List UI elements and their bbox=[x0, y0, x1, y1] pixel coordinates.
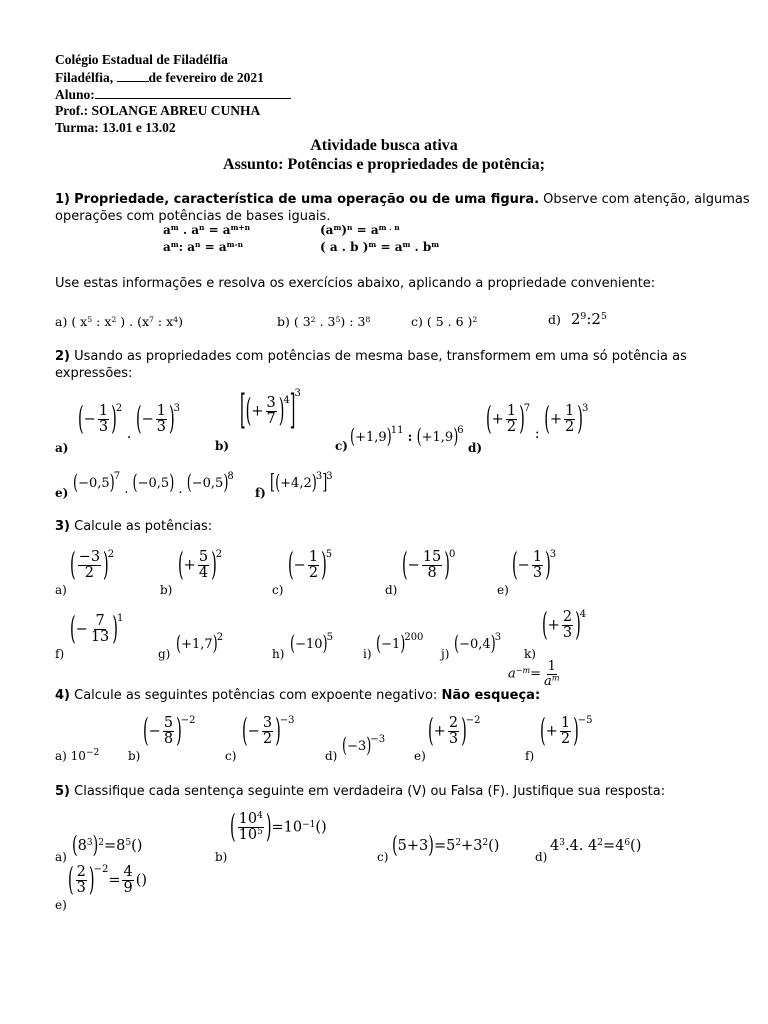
q5-label-c: c) bbox=[377, 850, 389, 864]
q3-label-e: e) bbox=[497, 583, 509, 597]
q3-label-h: h) bbox=[272, 647, 285, 661]
q3-label-j: j) bbox=[441, 647, 450, 661]
q3-expr-c: (− $\frac{1}{2}$ )$^5$ bbox=[288, 548, 333, 584]
q2-label-c: c) bbox=[335, 439, 348, 453]
student-label: Aluno: bbox=[55, 87, 95, 102]
q2-expr-f: $[(+4,2)^3]^3$ bbox=[270, 471, 333, 496]
q4-item-a: a) $10^{-2}$ bbox=[55, 748, 100, 763]
q3-label-b: b) bbox=[160, 583, 173, 597]
q3-expr-j: $(-0,4)^3$ bbox=[454, 632, 502, 657]
q3-expr-b: (+ $\frac{5}{4}$ )$^2$ bbox=[178, 548, 223, 584]
q4-expr-e: (+ $\frac{2}{3}$ )$^{-2}$ bbox=[428, 714, 481, 750]
q1-label-a: a) bbox=[55, 314, 68, 329]
q1-label-d: d) bbox=[548, 312, 561, 327]
q2-label-b: b) bbox=[215, 439, 230, 453]
q1-text-line2: operações com potências de bases iguais. bbox=[55, 209, 331, 224]
q3-label-a: a) bbox=[55, 583, 67, 597]
q4-text: Calcule as seguintes potências com expoente negativo: bbox=[70, 688, 442, 703]
q5-label-b: b) bbox=[215, 850, 228, 864]
q3-expr-h: $(-10)^5$ bbox=[290, 632, 333, 657]
q1-label-c: c) bbox=[411, 314, 423, 329]
date-suffix: de fevereiro de 2021 bbox=[148, 70, 264, 85]
q3-text-line bbox=[55, 519, 212, 534]
q4-bold: Não esqueça: bbox=[441, 688, 541, 703]
date-line bbox=[55, 69, 264, 85]
rule-quotient: $a^m$: $a^n = a^{m-n}$ bbox=[163, 239, 244, 254]
q1-item-b: b) ( $3^2$ . $3^5$) : $3^8$ bbox=[277, 314, 371, 329]
date-blank bbox=[117, 69, 149, 82]
subject-title: Assunto: Potências e propriedades de potência; bbox=[223, 156, 545, 173]
q4-number: 4) bbox=[55, 688, 70, 703]
q1-text-line1 bbox=[55, 192, 750, 207]
q3-expr-k: (+ $\frac{2}{3}$ )$^4$ bbox=[542, 608, 587, 644]
q2-expr-d: (+ $\frac{1}{2}$ )$^7$ : (+ $\frac{1}{2}$ )$^3$ bbox=[486, 402, 589, 442]
q3-text: Calcule as potências: bbox=[70, 519, 213, 534]
q4-text-line bbox=[55, 688, 540, 703]
q5-expr-e: ( $\frac{2}{3}$ )$^{-2}$= $\frac{4}{9}$ () bbox=[68, 863, 148, 899]
q3-label-c: c) bbox=[272, 583, 284, 597]
school-name: Colégio Estadual de Filadélfia bbox=[55, 52, 228, 67]
q3-expr-a: ( $\frac{-3}{2}$ )$^2$ bbox=[70, 548, 115, 584]
q3-label-i: i) bbox=[363, 647, 372, 661]
student-blank bbox=[95, 86, 291, 99]
q5-expr-b: ( $\frac{10^4}{10^5}$ )$=10^{-1}()$ bbox=[230, 810, 327, 846]
rule-product: $a^m$ . $a^n = a^{m+n}$ bbox=[163, 222, 251, 237]
q5-label-d: d) bbox=[535, 850, 548, 864]
q3-label-k: k) bbox=[524, 647, 536, 661]
q2-text-line2: expressões: bbox=[55, 366, 133, 381]
teacher-name: Prof.: SOLANGE ABREU CUNHA bbox=[55, 103, 261, 118]
q4-expr-d: $(-3)^{-3}$ bbox=[342, 734, 386, 759]
q5-expr-a: $(8^3)^2=8^5()$ bbox=[72, 833, 143, 859]
teacher-line bbox=[55, 103, 260, 118]
student-line bbox=[55, 86, 291, 102]
q1-item-d: d) $2^9:2^5$ bbox=[548, 310, 607, 328]
q4-label-e: e) bbox=[414, 749, 426, 763]
q1-instruction: Use estas informações e resolva os exercícios abaixo, aplicando a propriedade conveniente: bbox=[55, 276, 656, 291]
q3-label-g: g) bbox=[158, 647, 171, 661]
q2-expr-c: $(+1,9)^{11}$ : $(+1,9)^6$ bbox=[350, 425, 464, 450]
q2-text: Usando as propriedades com potências de mesma base, transformem em uma só potência as bbox=[70, 349, 687, 364]
q4-expr-c: (− $\frac{3}{2}$ )$^{-3}$ bbox=[242, 714, 295, 750]
q3-label-f: f) bbox=[55, 647, 65, 661]
q1-intro-rest: Observe com atenção, algumas bbox=[539, 192, 750, 207]
q5-text-line bbox=[55, 784, 665, 799]
q5-expr-c: $(5+3)=5^2+3^2()$ bbox=[392, 833, 500, 859]
q4-label-d: d) bbox=[325, 749, 338, 763]
q2-text-line1 bbox=[55, 349, 687, 364]
q1-item-c: c) ( 5 . 6 )$^2$ bbox=[411, 314, 478, 329]
q4-label-a: a) bbox=[55, 749, 67, 763]
q2-expr-b: [(+ $\frac{3}{7}$ )$^4$]$^3$ bbox=[240, 387, 301, 435]
q1-number: 1) bbox=[55, 192, 70, 207]
q5-label-a: a) bbox=[55, 850, 67, 864]
q4-expr-b: (− $\frac{5}{8}$ )$^{-2}$ bbox=[143, 714, 196, 750]
rule-distribute: ( a . b )$^m = a^m$ . $b^m$ bbox=[320, 239, 440, 254]
activity-title: Atividade busca ativa bbox=[310, 137, 458, 154]
q3-number: 3) bbox=[55, 519, 70, 534]
q1-label-b: b) bbox=[277, 314, 290, 329]
q5-label-e: e) bbox=[55, 898, 67, 912]
q5-number: 5) bbox=[55, 784, 70, 799]
q3-expr-i: $(-1)^{200}$ bbox=[376, 632, 424, 657]
q4-label-f: f) bbox=[525, 749, 535, 763]
q4-label-c: c) bbox=[225, 749, 237, 763]
q3-expr-e: (− $\frac{1}{3}$ )$^3$ bbox=[512, 548, 557, 584]
rule-power: $(a^m)^n = a^{m . n}$ bbox=[320, 222, 400, 237]
class-line: Turma: 13.01 e 13.02 bbox=[55, 120, 176, 135]
q2-label-f: f) bbox=[255, 486, 266, 500]
q3-expr-d: (− $\frac{15}{8}$ )$^0$ bbox=[402, 548, 456, 584]
q2-expr-e: $(-0,5)^7$ . (−0,5) . $(-0,5)^8$ bbox=[73, 471, 234, 497]
q2-label-d: d) bbox=[468, 441, 483, 455]
q1-item-a: a) ( $x^5$ : $x^2$ ) . ($x^7$ : $x^4$) bbox=[55, 314, 183, 329]
date-prefix: Filadélfia, bbox=[55, 70, 117, 85]
q2-label-e: e) bbox=[55, 486, 69, 500]
q1-bold-intro: Propriedade, característica de uma operação ou de uma figura. bbox=[74, 192, 540, 207]
q3-label-d: d) bbox=[385, 583, 398, 597]
q3-expr-g: $(+1,7)^2$ bbox=[176, 632, 224, 657]
q2-number: 2) bbox=[55, 349, 70, 364]
q4-expr-f: (+ $\frac{1}{2}$ )$^{-5}$ bbox=[540, 714, 593, 750]
q3-expr-f: (− $\frac{7}{13}$ )$^1$ bbox=[70, 612, 124, 648]
q4-label-b: b) bbox=[128, 749, 141, 763]
q2-label-a: a) bbox=[55, 441, 69, 455]
negative-exponent-rule: $a^{-m}=$ $\frac{1}{a^m}$ bbox=[508, 659, 560, 689]
q2-expr-a: (− $\frac{1}{3}$ )$^2$ . (− $\frac{1}{3}$ )$^3$ bbox=[78, 402, 181, 442]
q5-text: Classifique cada sentença seguinte em verdadeira (V) ou Falsa (F). Justifique sua resposta: bbox=[70, 784, 666, 799]
q5-expr-d: $4^3.4$. $4^2=4^6()$ bbox=[550, 838, 642, 854]
